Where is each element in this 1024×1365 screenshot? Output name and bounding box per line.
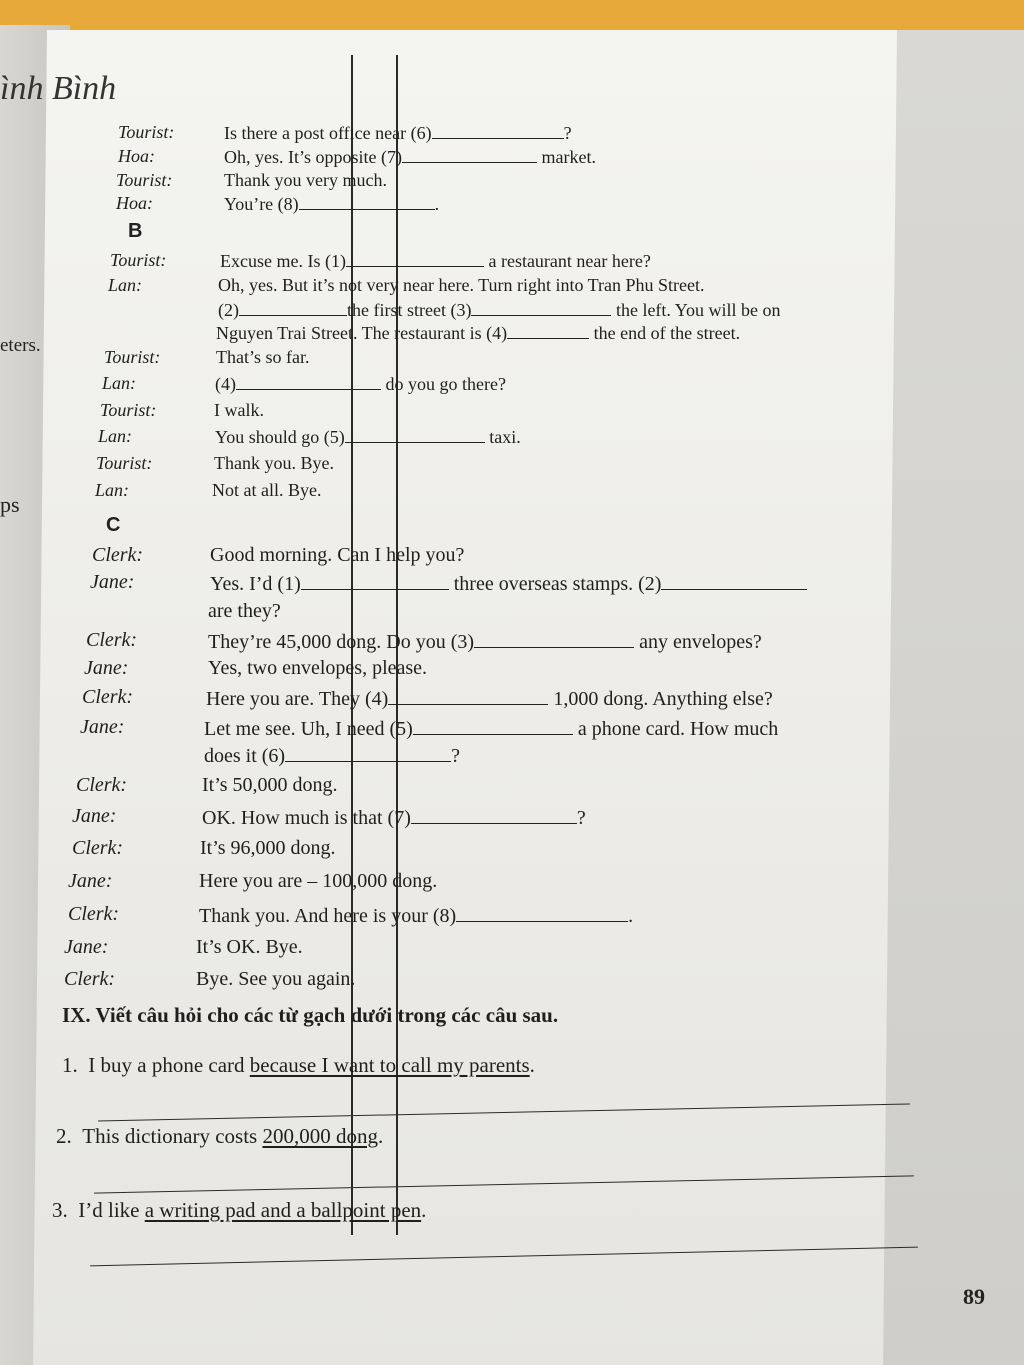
dialogue-line: (2) the first street (3) the left. You will be on	[218, 300, 781, 321]
section-label-b: B	[128, 220, 143, 242]
handwriting-scribble: ình Bình	[0, 70, 117, 107]
page-number: 89	[963, 1284, 985, 1309]
exercise-item: 3. I’d like a writing pad and a ballpoint pen.	[52, 1198, 427, 1222]
section-label-c: C	[106, 514, 121, 536]
exercise-item: 2. This dictionary costs 200,000 dong.	[56, 1124, 384, 1148]
page-shadow-right	[880, 30, 1024, 1365]
margin-fragment: eters.	[0, 335, 41, 356]
dialogue-line: are they?	[208, 600, 281, 622]
exercise-title: IX. Viết câu hỏi cho các từ gạch dưới trong các câu sau.	[62, 1003, 559, 1027]
exercise-item: 1. I buy a phone card because I want to call my parents.	[62, 1053, 535, 1077]
dialogue-line: does it (6) ?	[204, 745, 460, 767]
table-surface	[0, 0, 1024, 32]
margin-fragment: ps	[0, 492, 20, 517]
dialogue-line: Nguyen Trai Street. The restaurant is (4) the end of the street.	[216, 323, 741, 344]
